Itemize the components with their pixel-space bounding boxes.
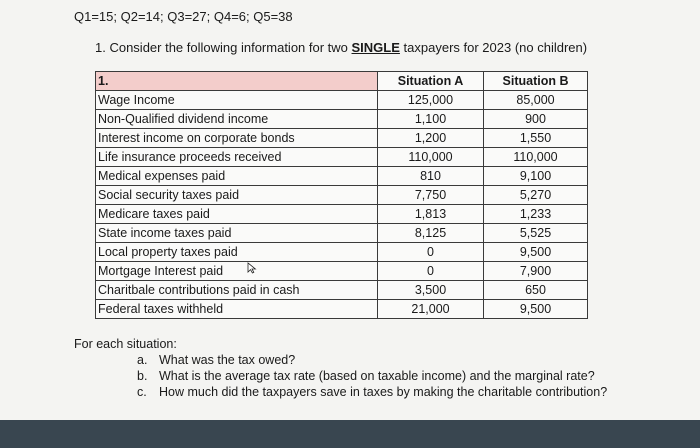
taxpayer-data-table	[95, 71, 588, 319]
situation-a-value: 125,000	[378, 91, 484, 110]
question-emphasis: SINGLE	[351, 40, 400, 55]
row-label: Interest income on corporate bonds	[96, 129, 378, 148]
table-row	[96, 186, 588, 205]
situation-b-value: 9,500	[484, 300, 588, 319]
bottom-bar	[0, 420, 700, 448]
situation-a-value: 3,500	[378, 281, 484, 300]
situation-a-value: 21,000	[378, 300, 484, 319]
row-label: Local property taxes paid	[96, 243, 378, 262]
header-label-cell: 1.	[96, 72, 378, 91]
row-label: Social security taxes paid	[96, 186, 378, 205]
situation-a-value: 1,813	[378, 205, 484, 224]
row-label: Life insurance proceeds received	[96, 148, 378, 167]
situation-a-value: 0	[378, 262, 484, 281]
item-text: What was the tax owed?	[159, 353, 296, 367]
table-row	[96, 91, 588, 110]
table-row	[96, 262, 588, 281]
situation-a-value: 810	[378, 167, 484, 186]
header-situation-a: Situation A	[378, 72, 484, 91]
mouse-cursor-icon	[247, 262, 257, 274]
table-row	[96, 148, 588, 167]
table-row	[96, 224, 588, 243]
row-label: Medicare taxes paid	[96, 205, 378, 224]
table-row	[96, 300, 588, 319]
table-row	[96, 205, 588, 224]
row-label: Wage Income	[96, 91, 378, 110]
row-label: State income taxes paid	[96, 224, 378, 243]
list-item	[137, 368, 607, 384]
header-situation-b: Situation B	[484, 72, 588, 91]
situation-a-value: 110,000	[378, 148, 484, 167]
question-text	[95, 40, 587, 55]
situation-a-value: 1,100	[378, 110, 484, 129]
situation-b-value: 650	[484, 281, 588, 300]
item-marker: b.	[137, 369, 148, 383]
instructions-list	[137, 352, 607, 400]
situation-b-value: 5,525	[484, 224, 588, 243]
row-label: Federal taxes withheld	[96, 300, 378, 319]
situation-b-value: 110,000	[484, 148, 588, 167]
row-label: Charitbale contributions paid in cash	[96, 281, 378, 300]
table-row	[96, 129, 588, 148]
situation-b-value: 7,900	[484, 262, 588, 281]
table-row	[96, 243, 588, 262]
table-header-row	[96, 72, 588, 91]
situation-a-value: 1,200	[378, 129, 484, 148]
situation-a-value: 0	[378, 243, 484, 262]
item-text: What is the average tax rate (based on taxable income) and the marginal rate?	[159, 369, 595, 383]
item-marker: a.	[137, 353, 148, 367]
situation-a-value: 8,125	[378, 224, 484, 243]
instructions-intro: For each situation:	[74, 337, 177, 351]
table-row	[96, 167, 588, 186]
row-label: Mortgage Interest paid	[96, 262, 378, 281]
situation-b-value: 9,100	[484, 167, 588, 186]
item-marker: c.	[137, 385, 147, 399]
table-row	[96, 110, 588, 129]
situation-b-value: 85,000	[484, 91, 588, 110]
situation-b-value: 900	[484, 110, 588, 129]
list-item	[137, 384, 607, 400]
situation-b-value: 1,233	[484, 205, 588, 224]
situation-a-value: 7,750	[378, 186, 484, 205]
situation-b-value: 5,270	[484, 186, 588, 205]
situation-b-value: 9,500	[484, 243, 588, 262]
item-text: How much did the taxpayers save in taxes by making the charitable contribution?	[159, 385, 608, 399]
situation-b-value: 1,550	[484, 129, 588, 148]
list-item	[137, 352, 607, 368]
row-label: Non-Qualified dividend income	[96, 110, 378, 129]
question-prefix: 1. Consider the following information for two	[95, 40, 352, 55]
table-row	[96, 281, 588, 300]
row-label: Medical expenses paid	[96, 167, 378, 186]
question-suffix: taxpayers for 2023 (no children)	[399, 40, 588, 55]
answer-key-header: Q1=15; Q2=14; Q3=27; Q4=6; Q5=38	[74, 9, 293, 24]
